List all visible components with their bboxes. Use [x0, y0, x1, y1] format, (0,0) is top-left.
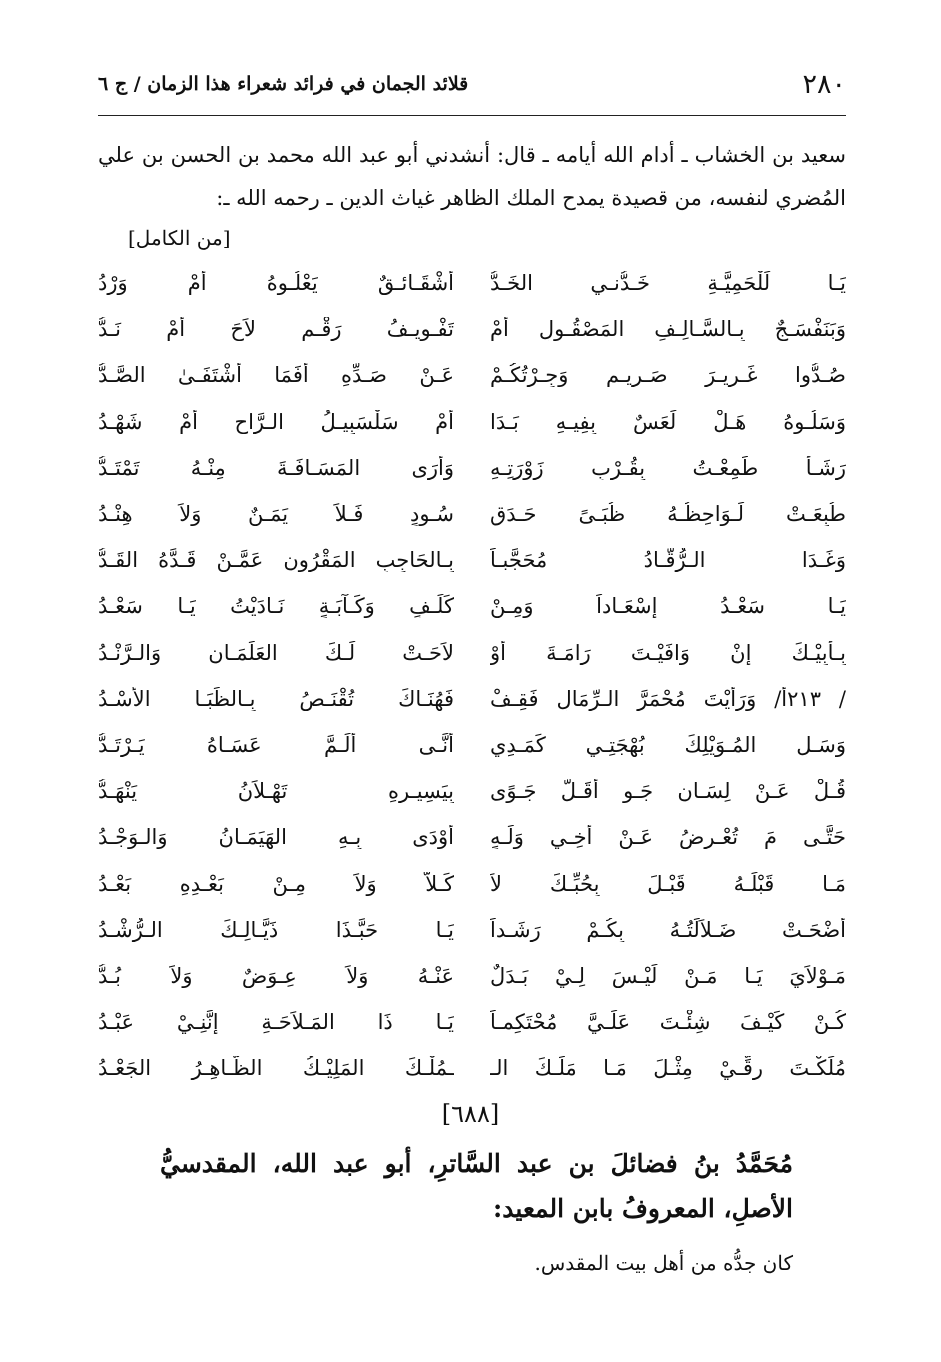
- page-number: ٢٨٠: [802, 68, 846, 100]
- verse-line: [98, 676, 846, 722]
- second-hemistich: يَـا ذَا المَـلاَحَـةِ إِنَّنِـيْ عَبْـدُ: [98, 1010, 454, 1035]
- biography-note: كان جدُّه من أهل بيت المقدس.: [534, 1251, 793, 1275]
- verse-line: [98, 630, 846, 676]
- second-hemistich: يَـا حَبَّـذَا ذَيَّـالِـكَ الـرُّشْـدُ: [98, 917, 454, 942]
- second-hemistich: كَـلاَّ وَلاَ مِـنْ بَعْـدِهِ بَعْـدُ: [98, 871, 454, 896]
- verse-line: [98, 491, 846, 537]
- first-hemistich: وَسَـلِ المُـوَيْلِكَ بُهْجَتِـي كَمَـدِي: [490, 732, 846, 757]
- first-hemistich: أَضْحَـتْ ضَـلاَلَتُـهُ بِكُـمْ رَشَـداً: [490, 917, 846, 942]
- second-hemistich: بِـالحَاجِبِ المَقْرُونِ عَمَّـنْ قَـدَّهُ القَـدُّ: [98, 548, 454, 573]
- second-hemistich: عَنْـهُ وَلاَ عِـوَضٌ وَلاَ بُـدُّ: [98, 963, 454, 988]
- second-hemistich: كَلَـفٍ وَكَـآبَـةٍ نَـادَيْتُ يَـا سَعْـدُ: [98, 594, 454, 619]
- verse-line: [98, 583, 846, 629]
- first-hemistich: وَسَلُـوهُ هَـلْ لَعَسٌ بِفِيـهِ بَـدَا: [490, 409, 846, 434]
- second-hemistich: ـمُلْـكَ المَلِيْـكُ الظَّـاهِـرُ الجَعْـدُ: [98, 1056, 454, 1081]
- intro-paragraph: سعيد بن الخشاب ـ أدام الله أيامه ـ قال: أنشدني أبو عبد الله محمد بن الحسن بن علي المُضري لنفسه، من قصيدة يمدح الملك الظاهر غياث الدين ـ رحمه الله ـ:: [98, 143, 846, 210]
- verse-line: [98, 260, 846, 306]
- first-hemistich: طُبِعَـتْ لَـوَاحِظُـهُ ظُبَـىً حَـدَقٍ: [490, 502, 846, 527]
- first-hemistich: صُـدُّوا غَـرِيـرَ صَـرِيـمٍ وَجِـرْتُكُـمْ: [490, 363, 846, 388]
- first-hemistich: وَبَنَفْسَـجٌ بِـالسَّـالِـفِ المَصْقُـولِ أَمْ: [490, 317, 846, 342]
- second-hemistich: أَمْ سَلْسَبِيـلُ الـرَّاحِ أَمْ شَهْـدُ: [98, 409, 454, 434]
- second-hemistich: وَأَرَى المَسَـافَـةَ مِنْـهُ تَمْتَـدُّ: [98, 455, 454, 480]
- verse-line: [98, 768, 846, 814]
- first-hemistich: يَـا سَعْـدُ إِسْعَـاداً وَمِـنْ: [490, 594, 846, 619]
- biography-heading: مُحَمَّدُ بنُ فضائلَ بن عبد السَّاترِ، أبو عبد الله، المقدسيُّ الأصلِ، المعروفُ بابن المعيد:: [160, 1149, 793, 1223]
- verse-line: [98, 860, 846, 906]
- second-hemistich: سُـودٍ فَـلاَ يَمَـنٌ وَلاَ هِنْـدُ: [98, 502, 454, 527]
- second-hemistich: بِيَسِيـرِهِ تَهْـلاَنُ يَنْهَـدُّ: [98, 779, 454, 804]
- second-hemistich: فَهُنَـاكَ تُقْنَـصُ بِـالظِّبَـا الأُسْـدُ: [98, 686, 454, 711]
- second-hemistich: تَفْـوِيـفُ رَقْـمٍ لاَحَ أَمْ نَـدُّ: [98, 317, 454, 342]
- running-title: قلائد الجمان في فرائد شعراء هذا الزمان / ج ٦: [98, 73, 469, 95]
- entry-number: [٦٨٨]: [441, 1100, 500, 1128]
- header-divider: [98, 115, 846, 116]
- verse-line: [98, 953, 846, 999]
- first-hemistich: مَـوْلاَيَ يَـا مَـنْ لَيْـسَ لِـيْ بَـدَلٌ: [490, 963, 846, 988]
- verse-line: [98, 537, 846, 583]
- first-hemistich: حَتَّـى مَ تُعْـرِضُ عَـنْ أَخِـي وَلَـهٍ: [490, 825, 846, 850]
- first-hemistich: مَـا قَبْلَـهُ قَبْـلَ بِحُبِّـكَ لاَ: [490, 871, 846, 896]
- second-hemistich: عَـنْ صَـدِّهِ أَفَمَا أَشْتَفَـىٰ الصَّـدُّ: [98, 363, 454, 388]
- verse-line: [98, 306, 846, 352]
- page-header: [98, 58, 846, 110]
- first-hemistich: وَغَـدَا الـرُّقَّـادُ مُحَجَّبـاً: [490, 548, 846, 573]
- verse-line: [98, 1045, 846, 1091]
- verse-line: [98, 399, 846, 445]
- verse-line: [98, 352, 846, 398]
- first-hemistich: يَـا لَلْحَمِيَّـةِ خَـدُّنـي الخَـدُّ: [490, 271, 846, 296]
- second-hemistich: لاَحَـتْ لَـكَ العَلَمَـانِ وَالـرَّنْـدُ: [98, 640, 454, 665]
- second-hemistich: أَوْدَى بِـهِ الهَيَمَـانُ وَالـوَجْـدُ: [98, 825, 454, 850]
- verse-line: [98, 445, 846, 491]
- meter-label: [من الكامل]: [128, 226, 231, 250]
- first-hemistich: مُلِّكْـتَ رِقِّـيْ مِثْـلَ مَـا مَلَـكَ الـ: [490, 1056, 846, 1081]
- verse-line: [98, 907, 846, 953]
- verse-line: [98, 814, 846, 860]
- first-hemistich: / ٢١٣أ/ وَرَأَيْتَ مُحْمَرَّ الـرِّمَالِ فَقِـفْ: [490, 686, 846, 711]
- second-hemistich: أَنَّـى أَلَـمَّ عَسَـاهُ يَـرْتَـدُّ: [98, 732, 454, 757]
- first-hemistich: بِـأَبِيْـكَ إِنْ وَافَيْـتَ رَامَـةَ أَوْ: [490, 640, 846, 665]
- poem: [98, 260, 846, 1091]
- second-hemistich: أشْقَـائـقٌ يَعْلُـوهُ أَمْ وَرْدُ: [98, 271, 454, 296]
- first-hemistich: قُـلْ عَـنْ لِسَـانِ جَـوٍ أَقَـلَّ جَـوًى: [490, 779, 846, 804]
- first-hemistich: كُـنْ كَيْـفَ شِئْـتَ عَلَـيَّ مُحْتَكِمـاً: [490, 1010, 846, 1035]
- verse-line: [98, 999, 846, 1045]
- first-hemistich: رَشَـأٌ طَمِعْـتُ بِقُـرْبِ زَوْرَتِـهِ: [490, 455, 846, 480]
- verse-line: [98, 722, 846, 768]
